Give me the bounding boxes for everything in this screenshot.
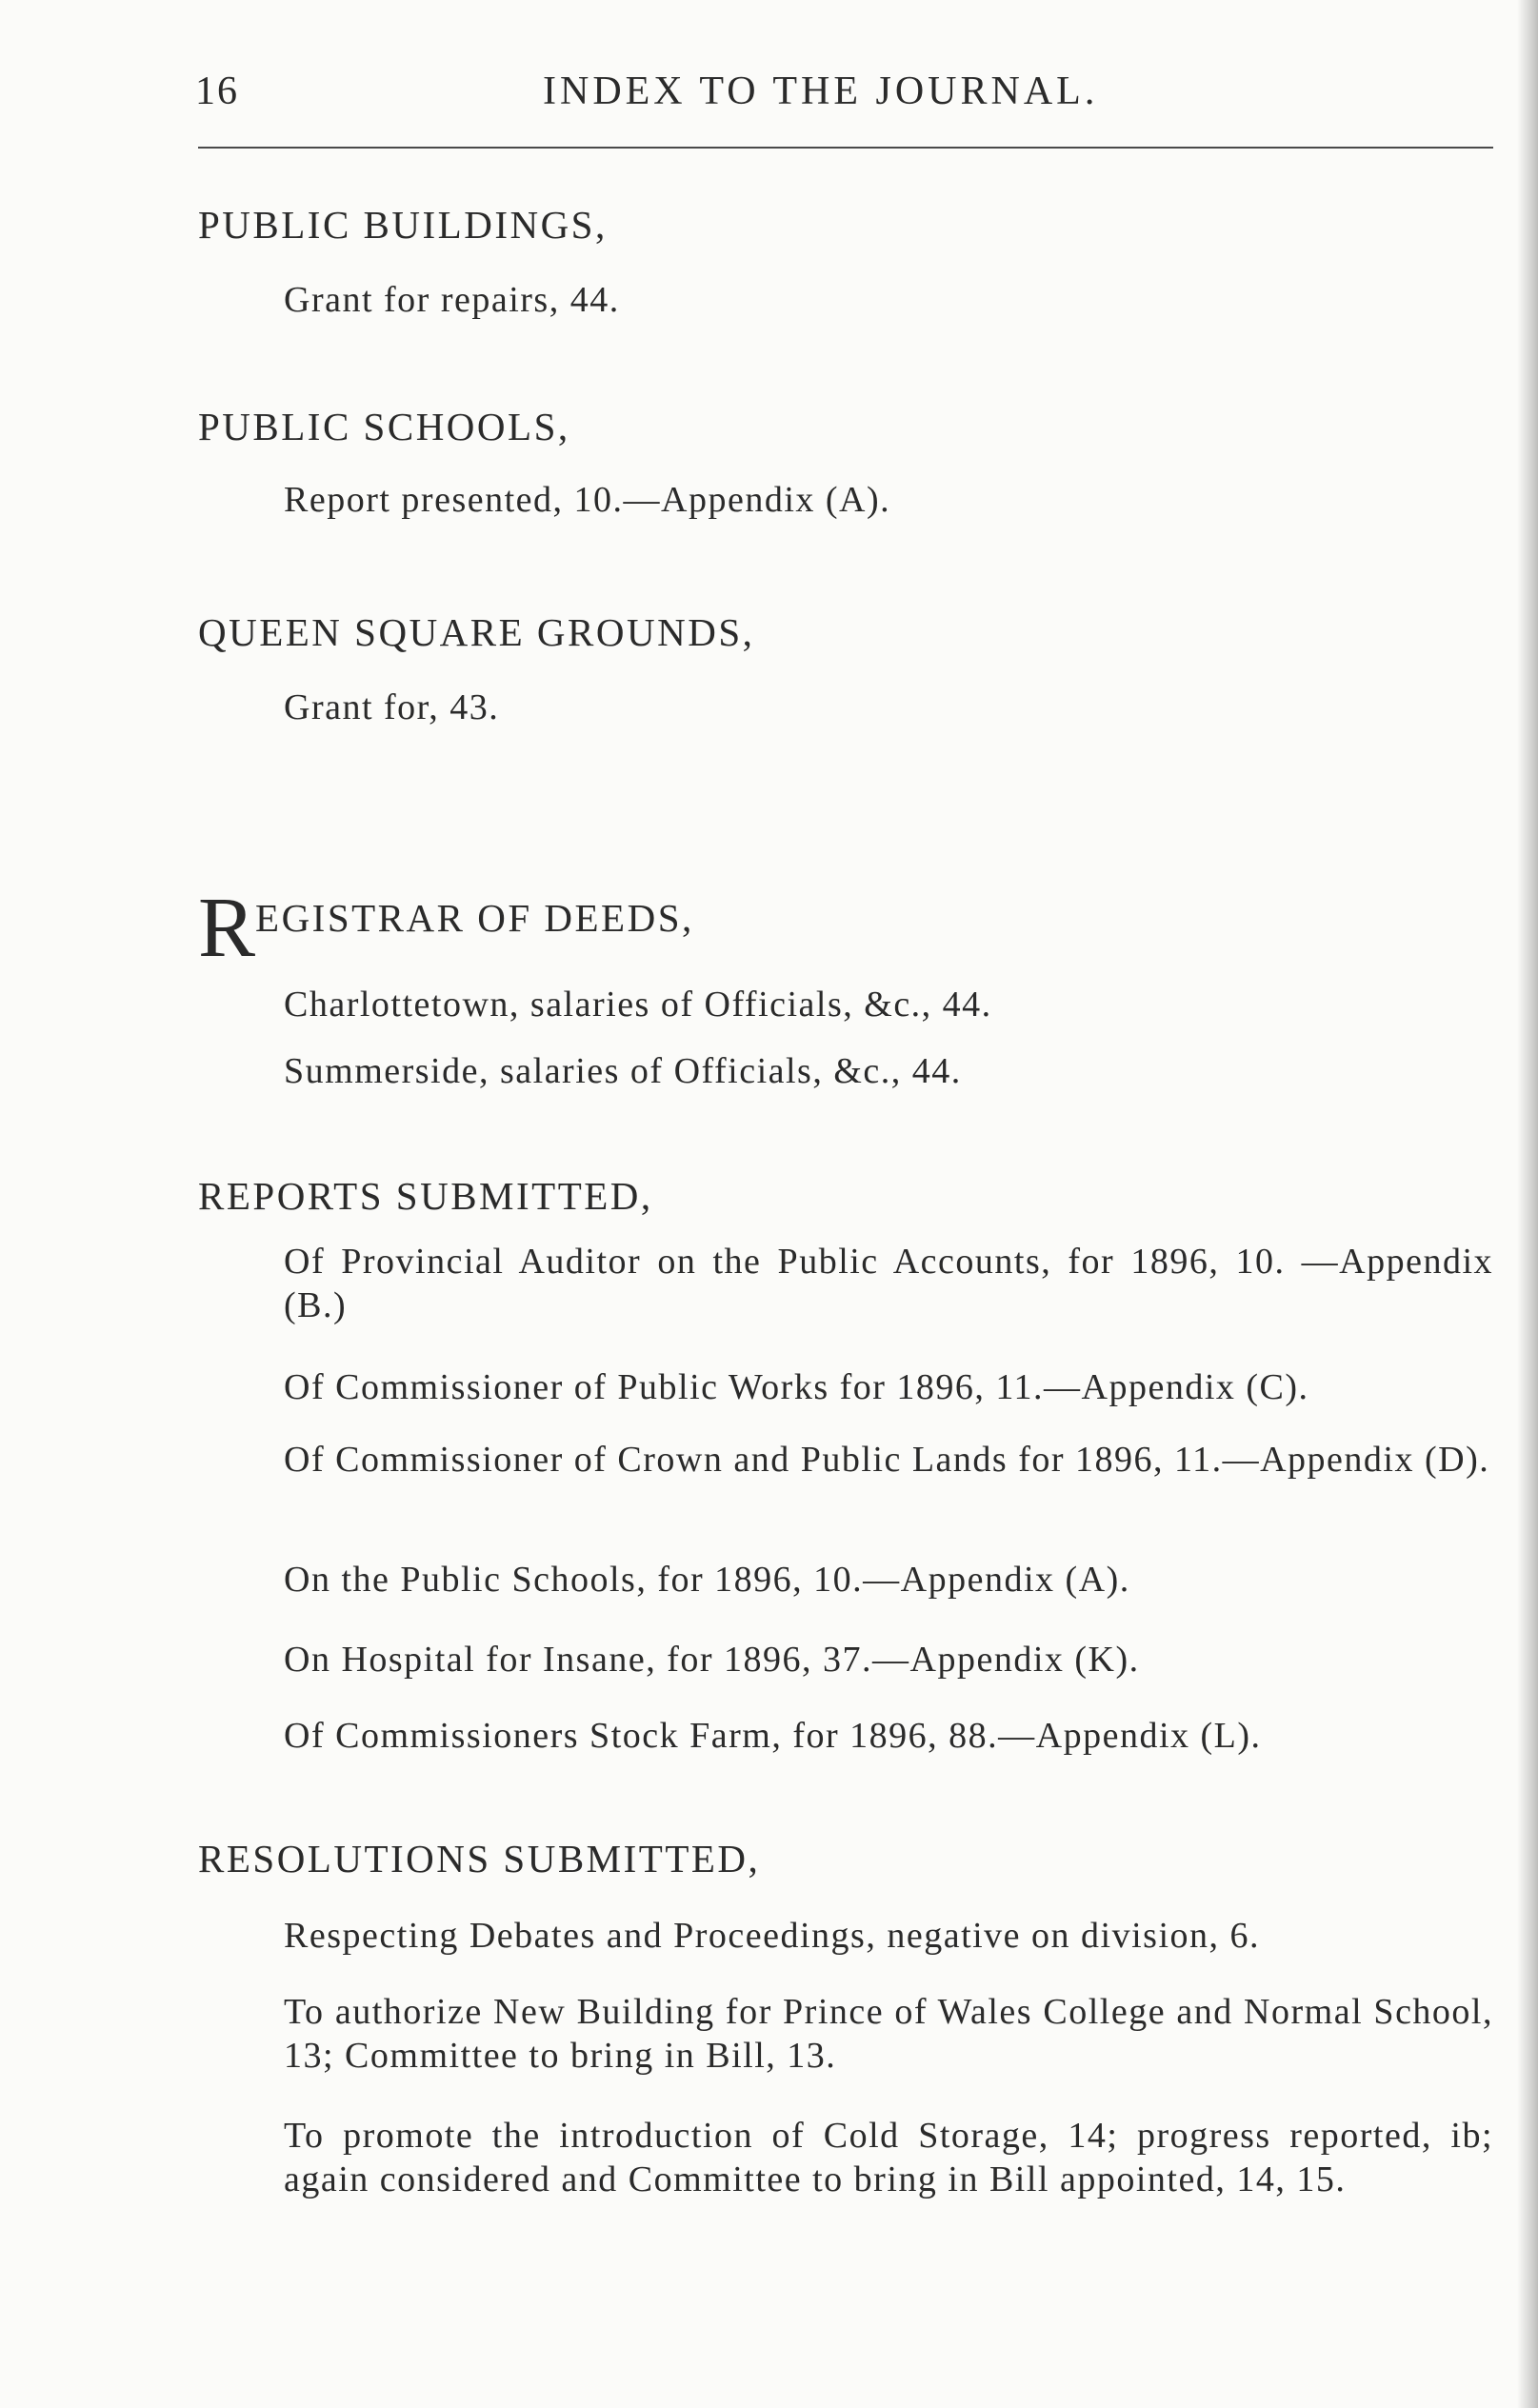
entry-crown-and-public-lands: Of Commissioner of Crown and Public Lands for 1896, 11.—Appendix (D). <box>284 1440 1490 1480</box>
heading-public-schools: PUBLIC SCHOOLS, <box>198 405 570 448</box>
entry-debates-and-proceedings: Respecting Debates and Proceedings, negative on division, 6. <box>284 1916 1261 1956</box>
entry-summerside-salaries: Summerside, salaries of Officials, &c., 44. <box>284 1051 962 1091</box>
entry-new-building-college: To authorize New Building for Prince of Wales College and Normal School, 13; Committee to bring in Bill, 13. <box>284 1992 1493 2076</box>
header-rule <box>198 147 1493 149</box>
heading-queen-square-grounds: QUEEN SQUARE GROUNDS, <box>198 610 755 654</box>
page-edge-shadow <box>1517 0 1538 2408</box>
heading-registrar-rest: EGISTRAR OF DEEDS, <box>255 896 694 940</box>
heading-resolutions-submitted: RESOLUTIONS SUBMITTED, <box>198 1837 761 1881</box>
entry-stock-farm: Of Commissioners Stock Farm, for 1896, 88.—Appendix (L). <box>284 1716 1262 1756</box>
entry-public-works: Of Commissioner of Public Works for 1896, 11.—Appendix (C). <box>284 1367 1309 1407</box>
heading-registrar-of-deeds <box>198 881 694 975</box>
entry-cold-storage: To promote the introduction of Cold Storage, 14; progress reported, ib; again considered and Committee to bring in Bill appointed, 14, 15. <box>284 2116 1493 2199</box>
running-head <box>195 69 1490 116</box>
entry-grant-for-repairs: Grant for repairs, 44. <box>284 280 620 320</box>
entry-charlottetown-salaries: Charlottetown, salaries of Officials, &c., 44. <box>284 985 992 1025</box>
entry-public-schools-report: On the Public Schools, for 1896, 10.—Appendix (A). <box>284 1560 1130 1600</box>
entry-report-presented: Report presented, 10.—Appendix (A). <box>284 480 891 520</box>
heading-public-buildings: PUBLIC BUILDINGS, <box>198 203 608 247</box>
heading-reports-submitted: REPORTS SUBMITTED, <box>198 1174 653 1218</box>
entry-grant-for: Grant for, 43. <box>284 687 500 727</box>
entry-hospital-for-insane: On Hospital for Insane, for 1896, 37.—Appendix (K). <box>284 1640 1140 1680</box>
entry-provincial-auditor: Of Provincial Auditor on the Public Accounts, for 1896, 10. —Appendix (B.) <box>284 1242 1493 1325</box>
drop-cap-initial: R <box>198 881 256 975</box>
page-number: 16 <box>195 70 239 113</box>
page-title: INDEX TO THE JOURNAL. <box>543 70 1099 113</box>
